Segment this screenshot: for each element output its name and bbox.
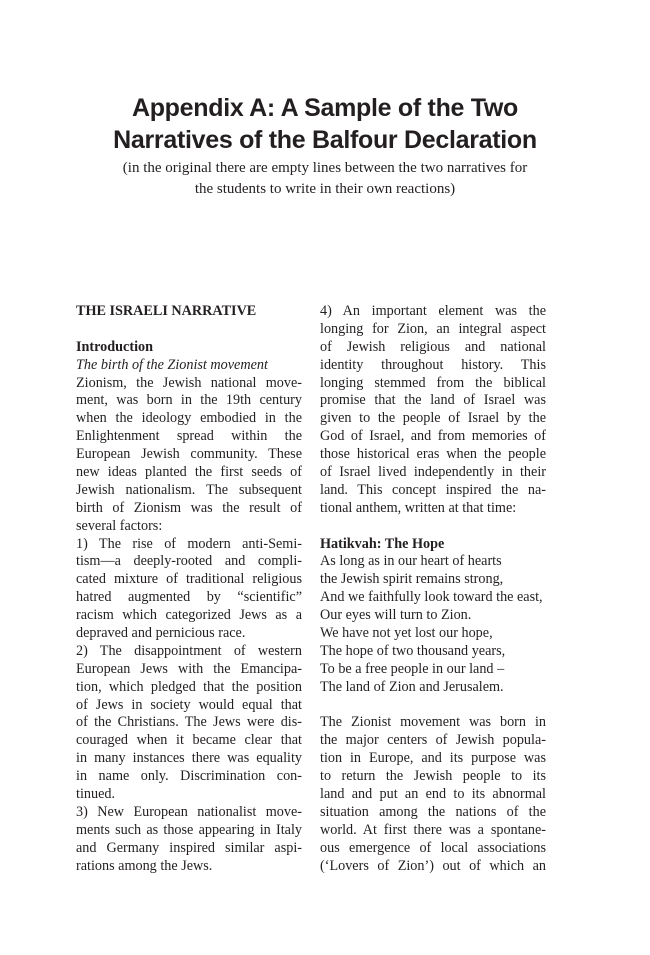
text-line: Jewish nationalism. The subsequent bbox=[76, 481, 302, 498]
text-line: the major centers of Jewish popula- bbox=[320, 732, 546, 749]
text-line: The Zionist movement was born in bbox=[320, 714, 546, 731]
text-line: the Jewish spirit remains strong, bbox=[320, 571, 504, 588]
text-line: of Jewish religious and national bbox=[320, 338, 546, 355]
text-line: The land of Zion and Jerusalem. bbox=[320, 678, 504, 695]
text-line: 2) The disappointment of western bbox=[76, 642, 302, 659]
text-line: rations among the Jews. bbox=[76, 857, 213, 874]
text-line: and Germany inspired similar aspi- bbox=[76, 839, 302, 856]
text-line: given to the people of Israel by the bbox=[320, 410, 546, 427]
page-title bbox=[0, 92, 650, 156]
text-line: of Israel lived independently in their bbox=[320, 464, 546, 481]
text-line: of Jews in society would equal that bbox=[76, 696, 302, 713]
text-line: those historical eras when the people bbox=[320, 446, 546, 463]
left-text-column bbox=[76, 303, 302, 876]
text-line: ous emergence of local associations bbox=[320, 839, 546, 856]
text-line: world. At first there was a spontane- bbox=[320, 821, 546, 838]
text-line: couraged when it became clear that bbox=[76, 732, 302, 749]
text-line: Enlightenment spread within the bbox=[76, 428, 302, 445]
section-heading: Hatikvah: The Hope bbox=[320, 535, 445, 552]
text-line: We have not yet lost our hope, bbox=[320, 625, 493, 642]
text-line: European Jews with the Emancipa- bbox=[76, 660, 302, 677]
text-line: promise that the land of Israel was bbox=[320, 392, 546, 409]
text-line: land. This concept inspired the na- bbox=[320, 481, 546, 498]
right-text-column bbox=[320, 303, 546, 876]
text-line: to return the Jewish people to its bbox=[320, 768, 546, 785]
text-line: tion in Europe, and its purpose was bbox=[320, 750, 546, 767]
text-line: 3) New European nationalist move- bbox=[76, 803, 302, 820]
text-line: 1) The rise of modern anti-Semi- bbox=[76, 535, 302, 552]
subtitle-line: (in the original there are empty lines between the two narratives for bbox=[122, 160, 528, 176]
text-line: 4) An important element was the bbox=[320, 303, 546, 319]
text-line: God of Israel, and from memories of bbox=[320, 428, 546, 445]
section-heading: THE ISRAELI NARRATIVE bbox=[76, 303, 257, 319]
text-line: tism—a deeply-rooted and compli- bbox=[76, 553, 302, 570]
text-line: As long as in our heart of hearts bbox=[320, 553, 502, 570]
paragraph-gap bbox=[76, 321, 302, 339]
title-line: Appendix A: A Sample of the Two bbox=[131, 94, 519, 122]
text-line: several factors: bbox=[76, 517, 163, 534]
text-line: And we faithfully look toward the east, bbox=[320, 589, 543, 606]
text-line: in name only. Discrimination con- bbox=[76, 768, 302, 785]
text-line: longing stemmed from the biblical bbox=[320, 374, 546, 391]
text-line: when the ideology embodied in the bbox=[76, 410, 302, 427]
subsection-heading: The birth of the Zionist movement bbox=[76, 356, 268, 373]
title-line: Narratives of the Balfour Declaration bbox=[113, 126, 537, 154]
text-line: tion, which pledged that the position bbox=[76, 678, 302, 695]
text-line: hatred augmented by “scientific” bbox=[76, 589, 302, 606]
page-subtitle bbox=[0, 158, 650, 200]
subtitle-line: the students to write in their own reactions) bbox=[194, 181, 456, 197]
section-heading: Introduction bbox=[76, 338, 153, 355]
text-line: situation among the nations of the bbox=[320, 803, 546, 820]
text-line: depraved and pernicious race. bbox=[76, 625, 246, 642]
text-line: longing for Zion, an integral aspect bbox=[320, 320, 546, 337]
text-line: tional anthem, written at that time: bbox=[320, 499, 517, 516]
text-line: ment, was born in the 19th century bbox=[76, 392, 302, 409]
text-line: European Jewish community. These bbox=[76, 446, 302, 463]
text-line: ments such as those appearing in Italy bbox=[76, 821, 302, 838]
text-line: racism which categorized Jews as a bbox=[76, 607, 302, 624]
text-line: identity throughout history. This bbox=[320, 356, 546, 373]
paragraph-gap bbox=[320, 518, 546, 536]
text-line: cated mixture of traditional religious bbox=[76, 571, 302, 588]
text-line: land and put an end to its abnormal bbox=[320, 786, 546, 803]
text-line: The hope of two thousand years, bbox=[320, 642, 506, 659]
text-line: Our eyes will turn to Zion. bbox=[320, 607, 472, 624]
paragraph-gap bbox=[320, 697, 546, 715]
text-line: birth of Zionism was the result of bbox=[76, 499, 302, 516]
text-line: of the Christians. The Jews were dis- bbox=[76, 714, 302, 731]
text-line: (‘Lovers of Zion’) out of which an bbox=[320, 857, 546, 874]
text-line: tinued. bbox=[76, 786, 116, 803]
text-line: new ideas planted the first seeds of bbox=[76, 464, 302, 481]
text-line: To be a free people in our land – bbox=[320, 660, 505, 677]
text-line: Zionism, the Jewish national move- bbox=[76, 374, 302, 391]
text-line: in many instances there was equality bbox=[76, 750, 302, 767]
